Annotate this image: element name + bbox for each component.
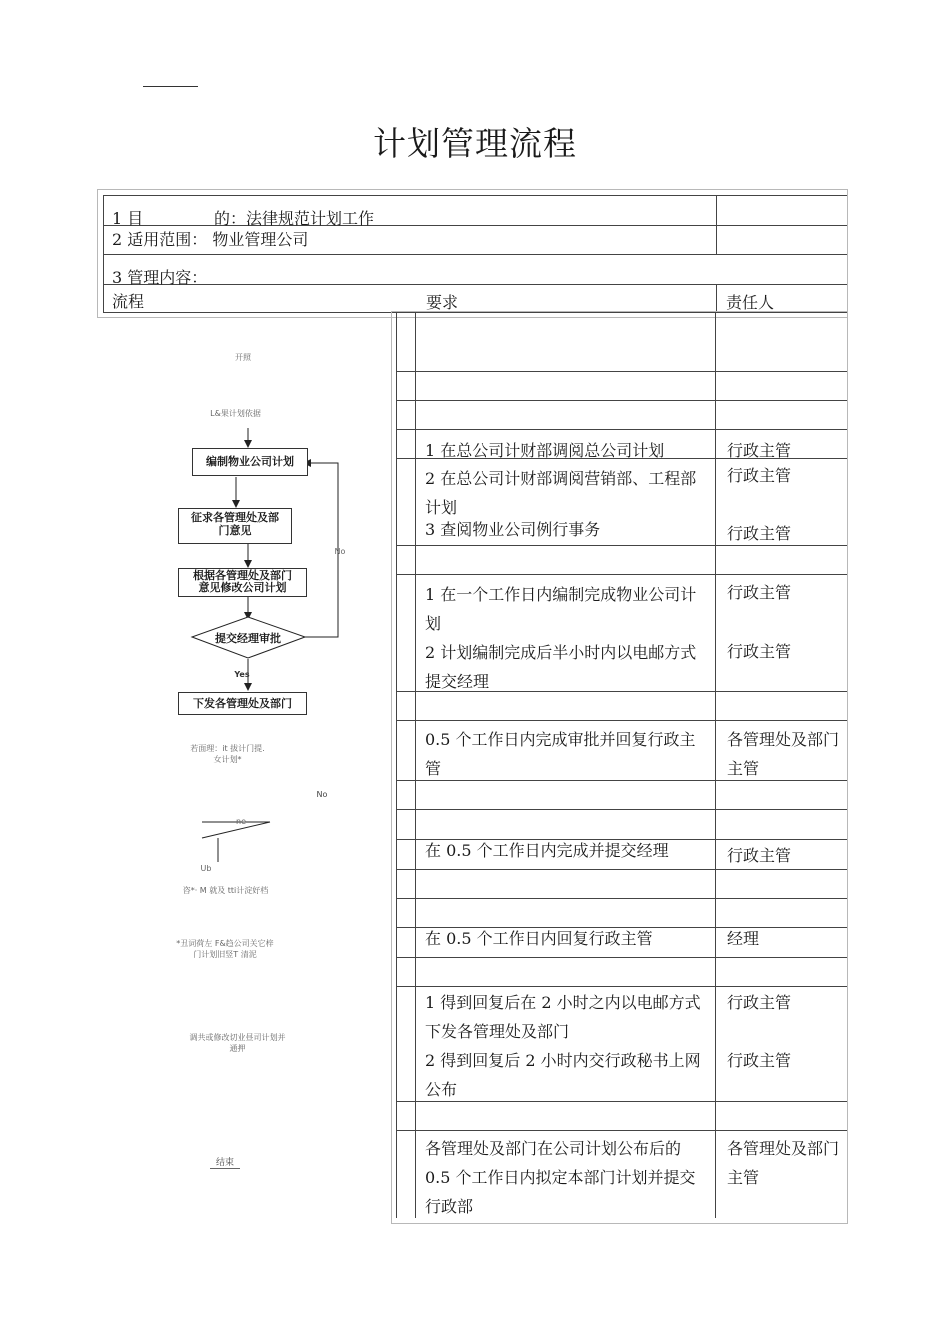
req-4-1: 在 0.5 个工作日内完成并提交经理: [425, 841, 669, 860]
owner-6-1: 行政主管: [727, 993, 792, 1012]
flow-note-4-line1: 调共或修改切业昼司计划并: [189, 1033, 286, 1042]
req-1-3: 3 查阅物业公司例行事务: [425, 520, 601, 539]
flow-note-3-line1: *丑词荷左 F&趋公司关它梓: [176, 939, 274, 948]
owner-4-1: 行政主管: [727, 846, 792, 865]
flow-small-label-b: Ub: [200, 864, 212, 873]
column-header-requirement: 要求: [426, 293, 459, 312]
flow-note-1-line2: 女计划*: [213, 755, 242, 764]
flow-basis-label: L&果计划依据: [210, 409, 261, 418]
flow-small-label-a: ne: [236, 817, 246, 826]
flow-decision-submit-approval: 提交经理审批: [215, 632, 281, 645]
req-1-2: 2 在总公司计财部调阅营销部、工程部 计划: [425, 469, 697, 517]
column-header-flow: 流程: [112, 292, 145, 311]
flow-note-4-line2: 通押: [229, 1044, 246, 1053]
req-6-1: 1 得到回复后在 2 小时之内以电邮方式 下发各管理处及部门: [425, 993, 701, 1041]
owner-6-2: 行政主管: [727, 1051, 792, 1070]
flow-note-3-line2: 门计划旧竖T 清泥: [193, 950, 257, 959]
flow-note-2: 咨*· M 就及 tti计淀好档: [182, 886, 269, 895]
flow-note-3: [165, 938, 285, 960]
flow-no-label-2: No: [316, 790, 328, 799]
purpose-number: 1 目: [112, 209, 144, 228]
flow-note-1: [170, 743, 285, 765]
flow-end-label: 结束: [210, 1155, 240, 1169]
flow-step-revise-plan: [178, 568, 307, 597]
column-header-owner: 责任人: [726, 293, 775, 312]
flow-start-label: 开照: [235, 353, 251, 362]
content-heading: 3 管理内容：: [112, 268, 208, 287]
req-6-2: 2 得到回复后 2 小时内交行政秘书上网 公布: [425, 1051, 701, 1099]
owner-2-2: 行政主管: [727, 642, 792, 661]
req-1-1: 1 在总公司计财部调阅总公司计划: [425, 441, 665, 460]
flow-step-distribute: 下发各管理处及部门: [178, 692, 307, 715]
req-2-2: 2 计划编制完成后半小时内以电邮方式 提交经理: [425, 643, 697, 691]
owner-2-1: 行政主管: [727, 583, 792, 602]
flow-note-1-line1: 若面理：it 拔计门提.: [190, 744, 265, 753]
purpose-text: 的：法律规范计划工作: [214, 209, 375, 228]
owner-1-3: 行政主管: [727, 524, 792, 543]
flowchart: [0, 0, 390, 1344]
owner-3-1: 各管理处及部门 主管: [727, 730, 840, 778]
requirements-table: [396, 313, 847, 1218]
owner-1-2: 行政主管: [727, 466, 792, 485]
req-7-1: 各管理处及部门在公司计划公布后的 0.5 个工作日内拟定本部门计划并提交 行政部: [425, 1139, 696, 1216]
flow-yes-label: Yes: [234, 670, 250, 679]
flow-note-4: [170, 1032, 305, 1054]
req-2-1: 1 在一个工作日内编制完成物业公司计 划: [425, 585, 697, 633]
owner-5-1: 经理: [727, 929, 760, 948]
flow-step-compile-plan: 编制物业公司计划: [192, 448, 308, 476]
req-3-1: 0.5 个工作日内完成审批并回复行政主 管: [425, 730, 696, 778]
flow-step-solicit-line1: 征求各管理处及部: [191, 511, 279, 524]
flowchart-connectors: [0, 0, 390, 1344]
page-title: 计划管理流程: [373, 124, 577, 163]
flow-step-revise-line2: 意见修改公司计划: [198, 581, 287, 594]
flow-step-solicit-opinions: [178, 508, 292, 544]
flow-step-solicit-line2: 门意见: [218, 524, 252, 537]
req-5-1: 在 0.5 个工作日内回复行政主管: [425, 929, 653, 948]
flow-no-label: No: [334, 547, 346, 556]
scope-text: 2 适用范围： 物业管理公司: [112, 230, 309, 249]
flow-step-revise-line1: 根据各管理处及部门: [193, 569, 292, 582]
owner-1-1: 行政主管: [727, 441, 792, 460]
owner-7-1: 各管理处及部门 主管: [727, 1139, 840, 1187]
